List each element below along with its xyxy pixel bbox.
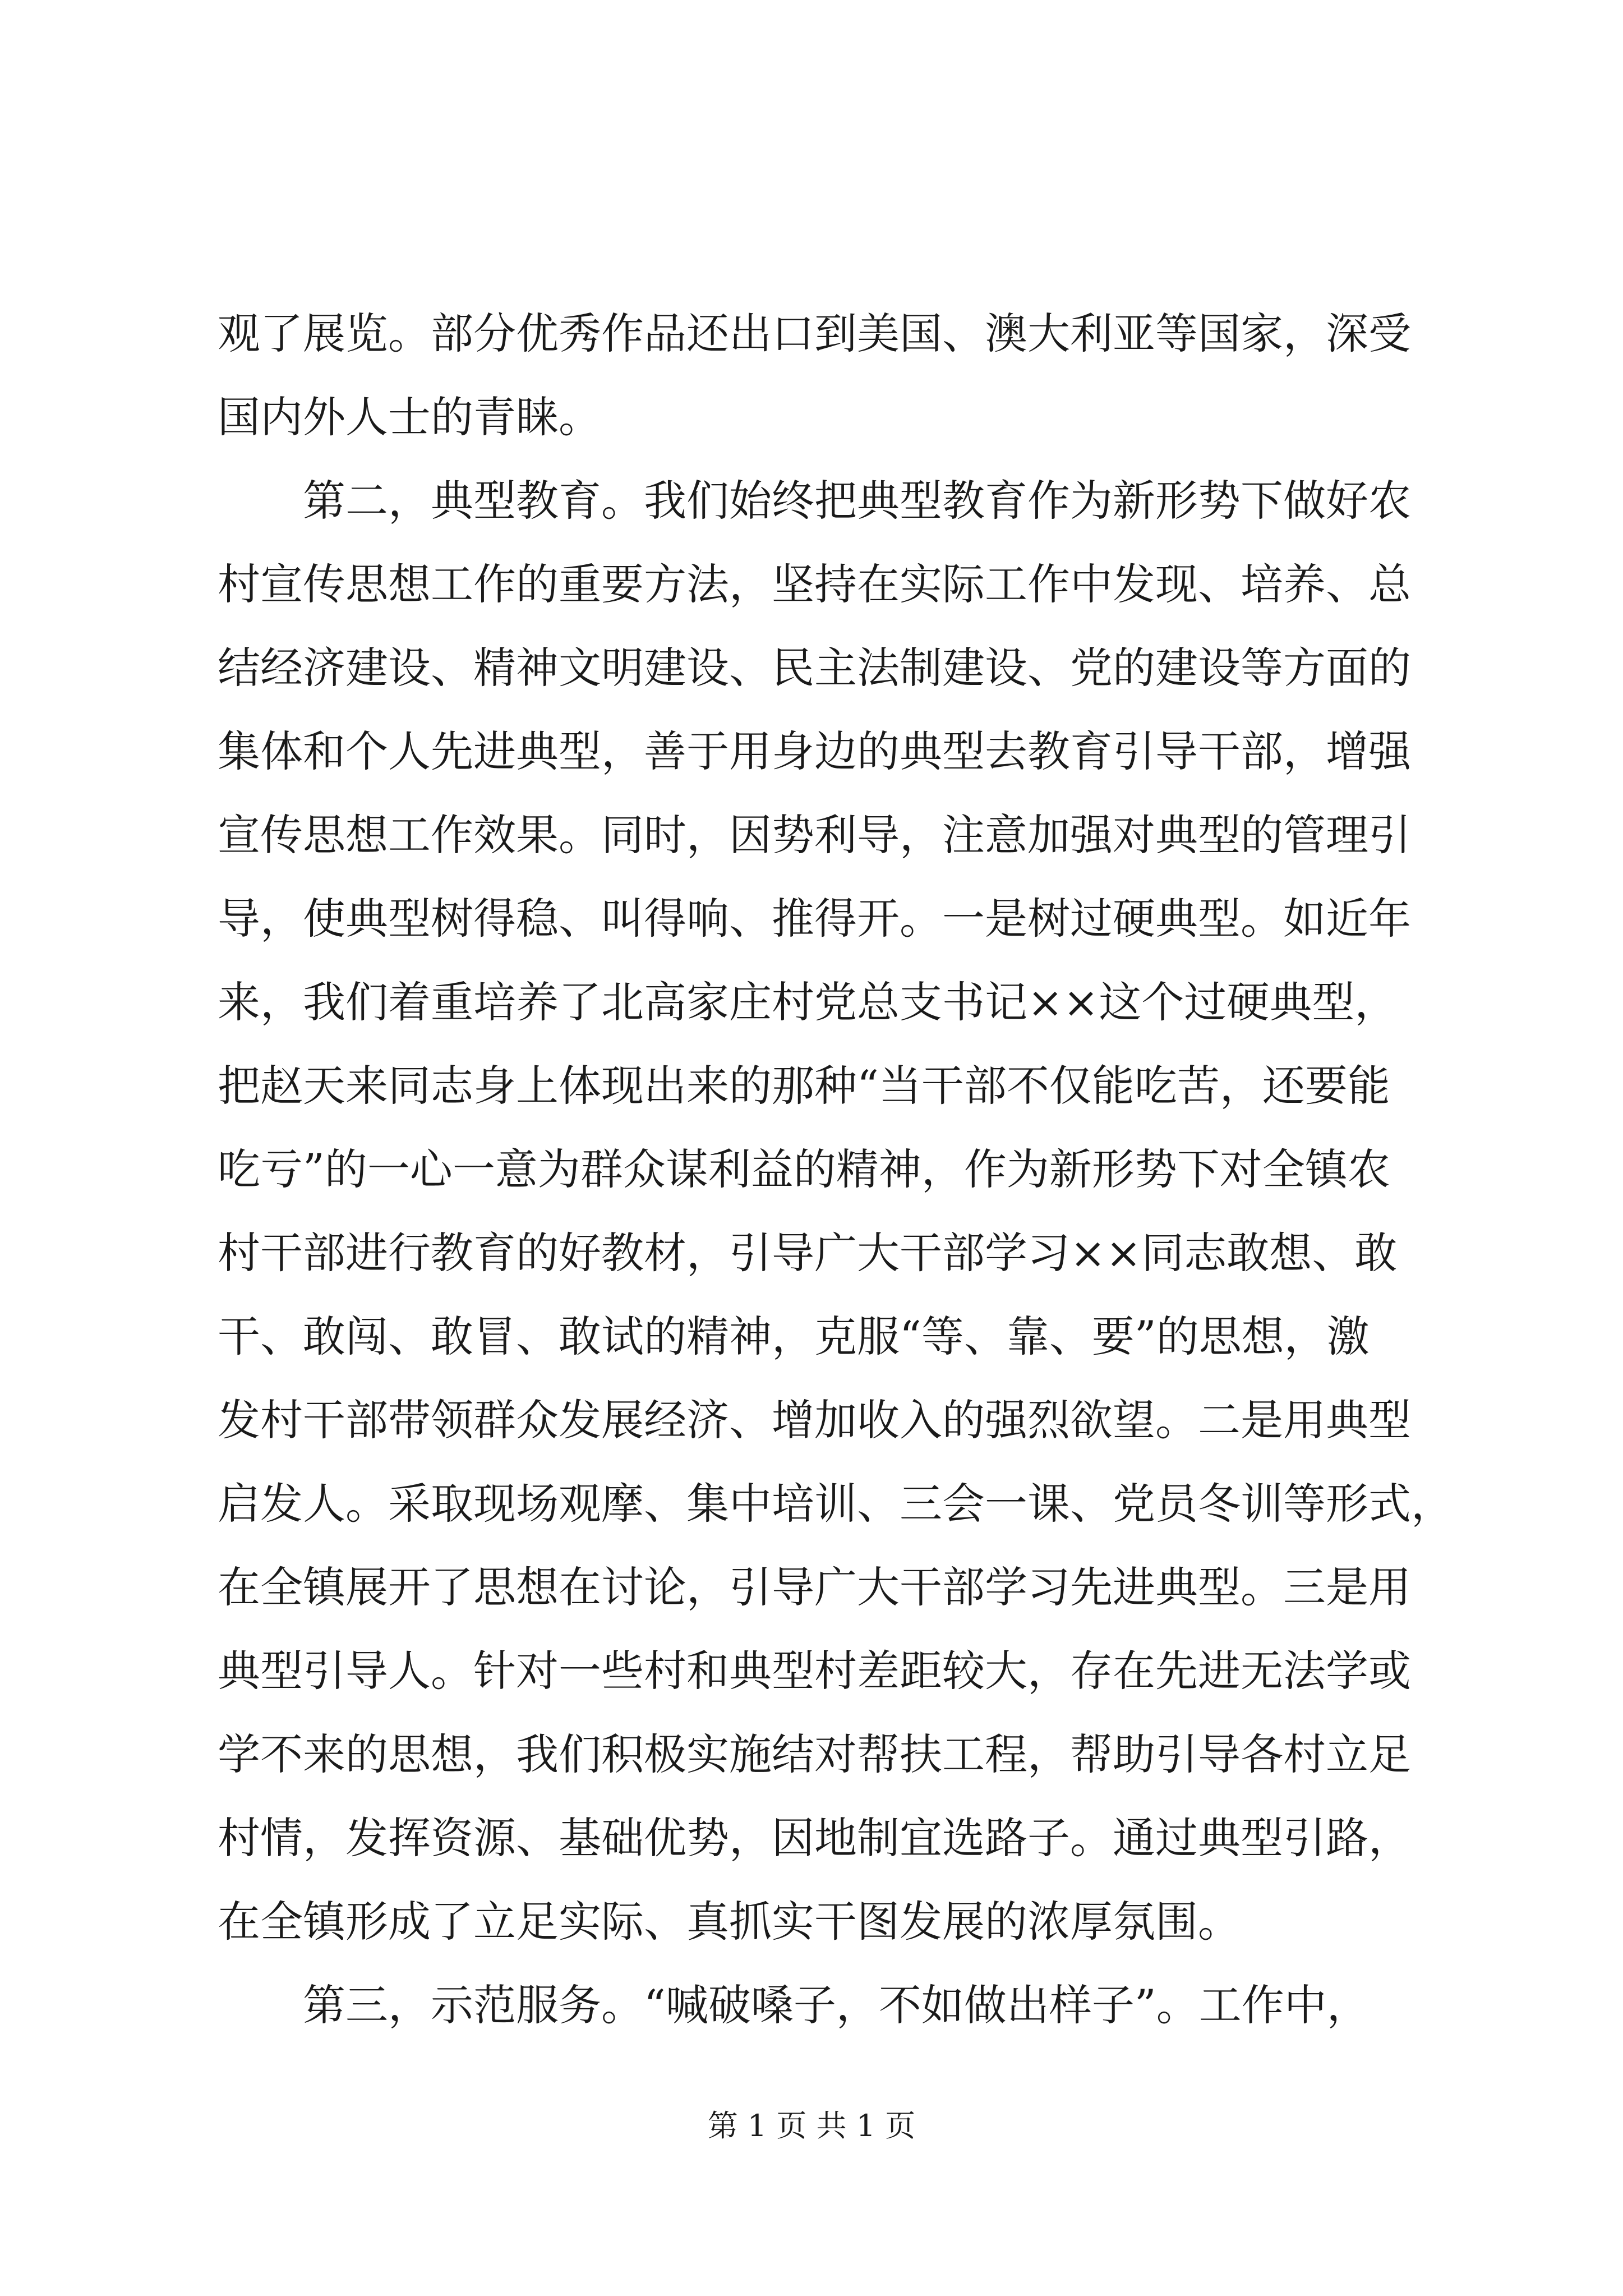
text-line: 宣传思想工作效果。同时，因势利导，注意加强对典型的管理引 (218, 810, 1411, 860)
text-line: 吃亏”的一心一意为群众谋利益的精神，作为新形势下对全镇农 (218, 1144, 1390, 1194)
text-line: 村宣传思想工作的重要方法，坚持在实际工作中发现、培养、总 (218, 559, 1411, 609)
text-line: 导，使典型树得稳、叫得响、推得开。一是树过硬典型。如近年 (218, 894, 1411, 944)
page-footer: 第 1 页 共 1 页 (707, 2108, 916, 2143)
text-line: 村情，发挥资源、基础优势，因地制宜选路子。通过典型引路， (218, 1813, 1411, 1863)
text-line: 观了展览。部分优秀作品还出口到美国、澳大利亚等国家，深受 (218, 309, 1411, 358)
text-line: 干、敢闯、敢冒、敢试的精神，克服“等、靠、要”的思想，激 (218, 1312, 1370, 1361)
text-line: 把赵天来同志身上体现出来的那种“当干部不仅能吃苦，还要能 (218, 1061, 1390, 1111)
text-line: 启发人。采取现场观摩、集中培训、三会一课、党员冬训等形式， (218, 1479, 1454, 1529)
text-line: 典型引导人。针对一些村和典型村差距较大，存在先进无法学或 (218, 1646, 1411, 1696)
text-line: 集体和个人先进典型，善于用身边的典型去教育引导干部，增强 (218, 726, 1411, 776)
text-line: 学不来的思想，我们积极实施结对帮扶工程，帮助引导各村立足 (218, 1729, 1411, 1779)
text-line: 村干部进行教育的好教材，引导广大干部学习××同志敢想、敢 (218, 1228, 1398, 1278)
text-line: 国内外人士的青睐。 (218, 392, 601, 442)
text-line: 结经济建设、精神文明建设、民主法制建设、党的建设等方面的 (218, 643, 1411, 693)
text-line: 在全镇形成了立足实际、真抓实干图发展的浓厚氛围。 (218, 1897, 1241, 1947)
text-line: 在全镇展开了思想在讨论，引导广大干部学习先进典型。三是用 (218, 1562, 1411, 1612)
text-line: 来，我们着重培养了北高家庄村党总支书记××这个过硬典型， (218, 977, 1398, 1027)
text-line: 发村干部带领群众发展经济、增加收入的强烈欲望。二是用典型 (218, 1395, 1411, 1445)
text-line: 第二，典型教育。我们始终把典型教育作为新形势下做好农 (303, 476, 1411, 526)
text-line: 第三，示范服务。“喊破嗓子，不如做出样子”。工作中， (303, 1980, 1370, 2030)
